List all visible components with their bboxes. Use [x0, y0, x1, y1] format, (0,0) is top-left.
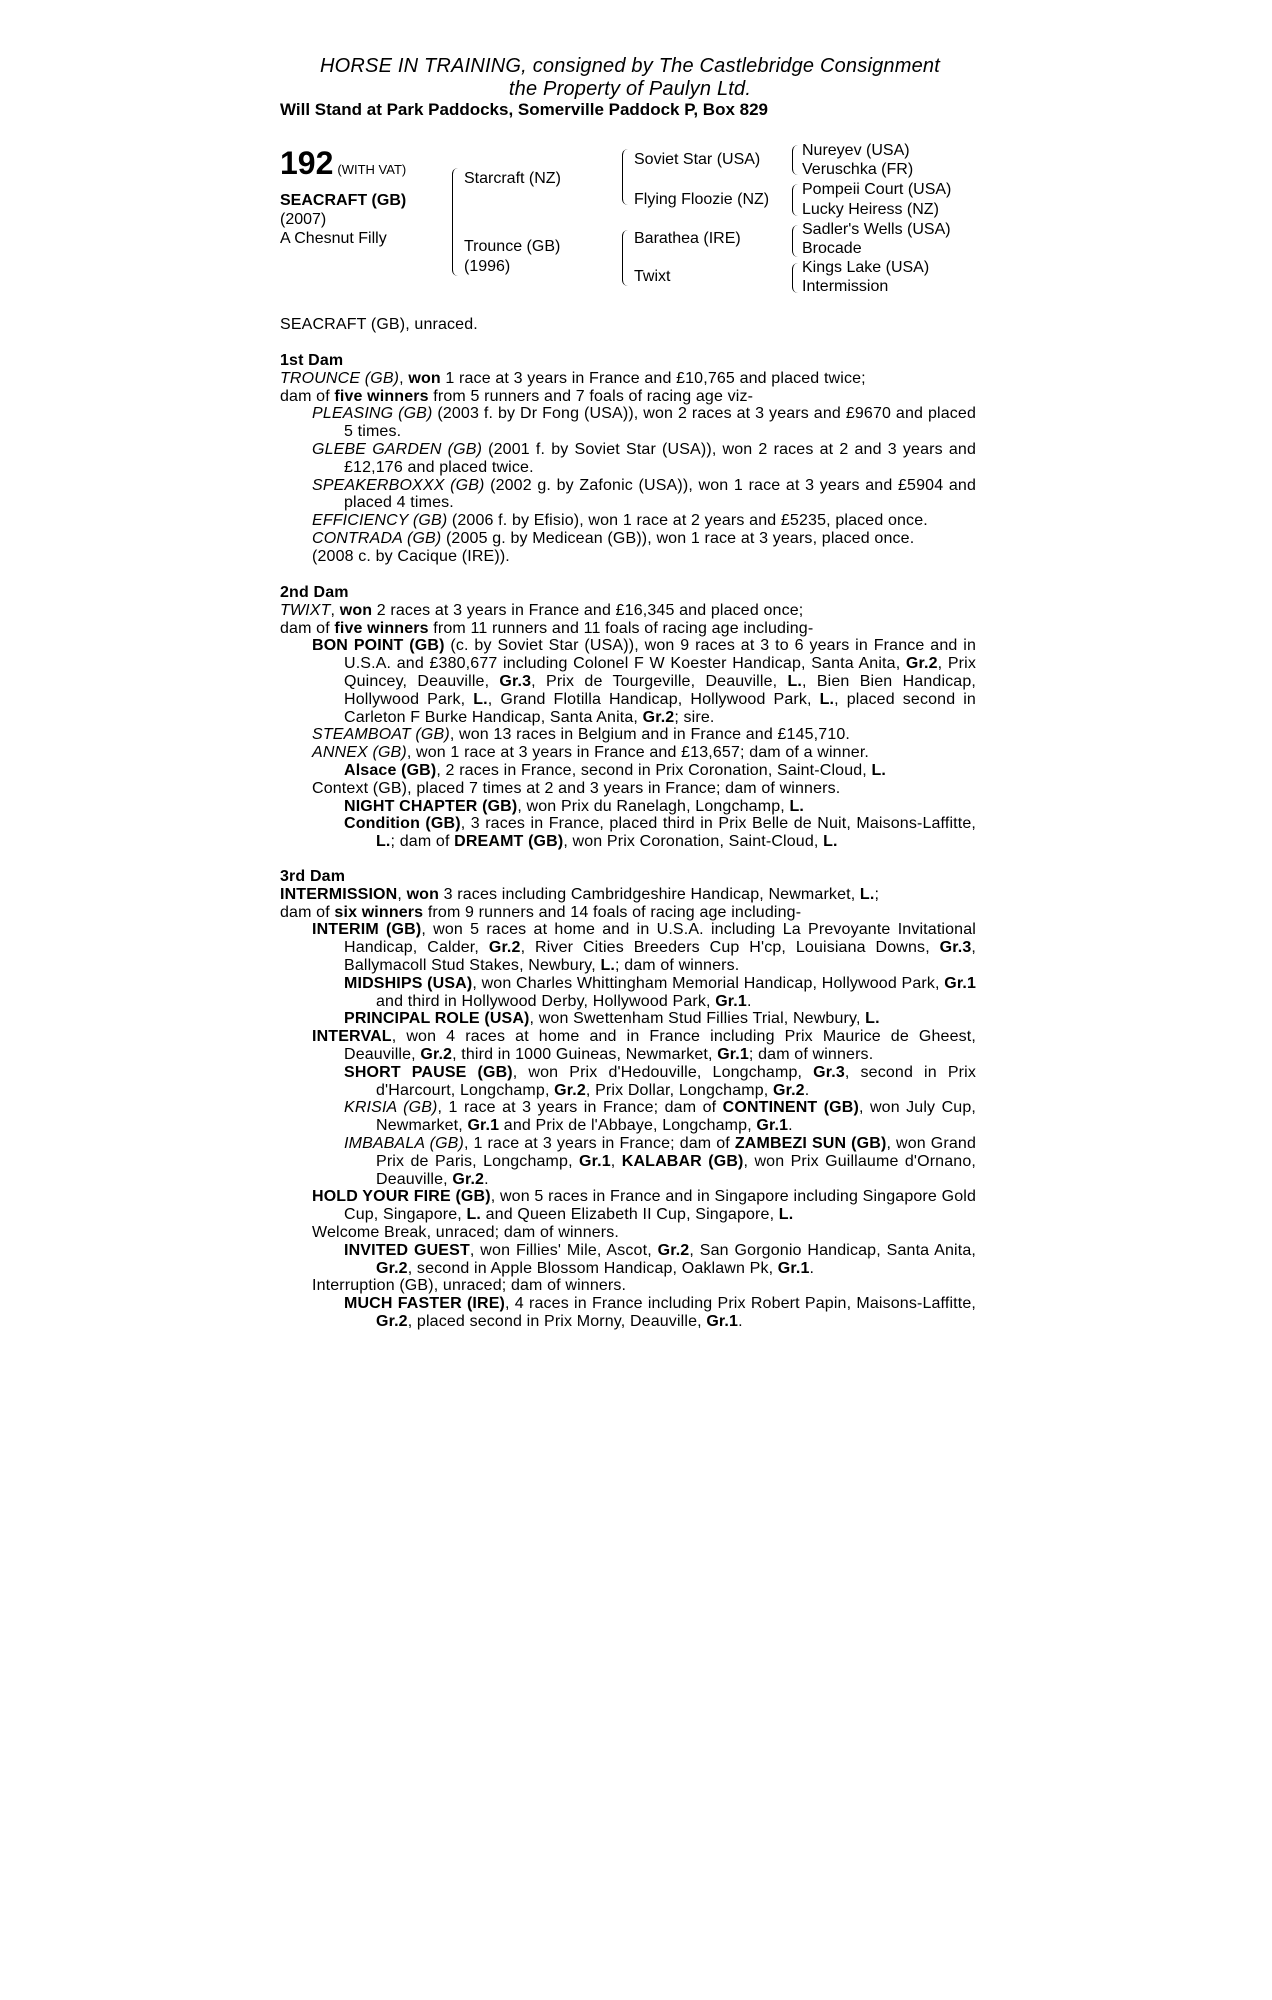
pedigree-brace	[792, 184, 799, 216]
first-dam-produce: dam of five winners from 5 runners and 7 foals of racing age viz-	[280, 387, 754, 405]
horse-description: A Chesnut Filly	[280, 230, 387, 247]
second-dam-produce: dam of five winners from 11 runners and 11 foals of racing age including-	[280, 619, 814, 637]
produce-entry: MUCH FASTER (IRE), 4 races in France including Prix Robert Papin, Maisons-Laffitte, Gr.2, placed second in Prix Morny, Deauville, Gr.1.	[344, 1295, 976, 1330]
dam-year: (1996)	[464, 258, 511, 275]
pedigree-brace	[792, 145, 799, 175]
first-dam-section	[280, 352, 976, 566]
produce-entry: Condition (GB), 3 races in France, placed third in Prix Belle de Nuit, Maisons-Laffitte, L.; dam of DREAMT (GB), won Prix Coronation, Saint-Cloud, L.	[344, 815, 976, 851]
lot-number: 192	[280, 145, 334, 181]
sire-sire-name: Soviet Star (USA)	[634, 151, 761, 168]
intro-line	[280, 316, 976, 334]
pedigree-g8: Intermission	[802, 278, 889, 295]
pedigree-g6: Brocade	[802, 240, 862, 257]
produce-entry: HOLD YOUR FIRE (GB), won 5 races in France and in Singapore including Singapore Gold Cup, Singapore, L. and Queen Elizabeth II Cup, Singapore, L.	[312, 1188, 976, 1224]
produce-entry: PRINCIPAL ROLE (USA), won Swettenham Stud Fillies Trial, Newbury, L.	[344, 1010, 880, 1028]
second-dam-section	[280, 584, 976, 851]
produce-entry: CONTRADA (GB) (2005 g. by Medicean (GB)), won 1 race at 3 years, placed once.	[312, 529, 915, 547]
pedigree-g5: Sadler's Wells (USA)	[802, 221, 951, 238]
first-dam-record: TROUNCE (GB), won 1 race at 3 years in France and £10,765 and placed twice;	[280, 369, 866, 387]
third-dam-section	[280, 868, 976, 1331]
pedigree-g7: Kings Lake (USA)	[802, 259, 930, 276]
third-dam-record: INTERMISSION, won 3 races including Cambridgeshire Handicap, Newmarket, L.;	[280, 885, 880, 903]
produce-entry: Welcome Break, unraced; dam of winners.	[312, 1223, 620, 1241]
location-line: Will Stand at Park Paddocks, Somerville Paddock P, Box 829	[280, 100, 769, 119]
produce-entry: STEAMBOAT (GB), won 13 races in Belgium and in France and £145,710.	[312, 726, 851, 744]
produce-entry: Context (GB), placed 7 times at 2 and 3 years in France; dam of winners.	[312, 779, 841, 797]
produce-entry: IMBABALA (GB), 1 race at 3 years in France; dam of ZAMBEZI SUN (GB), won Grand Prix de Paris, Longchamp, Gr.1, KALABAR (GB), won Prix Guillaume d'Ornano, Deauville, Gr.2.	[344, 1134, 976, 1188]
pedigree-brace	[452, 168, 459, 276]
first-dam-heading: 1st Dam	[280, 352, 344, 369]
horse-year: (2007)	[280, 211, 327, 228]
lot-number-block	[280, 145, 406, 182]
property-line: the Property of Paulyn Ltd.	[508, 78, 752, 100]
produce-entry: Interruption (GB), unraced; dam of winners.	[312, 1277, 627, 1295]
consignor-header	[280, 55, 980, 101]
pedigree-brace	[792, 225, 799, 257]
produce-entry: SPEAKERBOXXX (GB) (2002 g. by Zafonic (USA)), won 1 race at 3 years and £5904 and placed 4 times.	[312, 476, 976, 512]
produce-entry: (2008 c. by Cacique (IRE)).	[312, 547, 510, 565]
pedigree-g4: Lucky Heiress (NZ)	[802, 201, 939, 218]
horse-name: SEACRAFT (GB)	[280, 192, 407, 209]
produce-entry: MIDSHIPS (USA), won Charles Whittingham Memorial Handicap, Hollywood Park, Gr.1 and third in Hollywood Derby, Hollywood Park, Gr.1.	[344, 974, 976, 1010]
produce-entry: NIGHT CHAPTER (GB), won Prix du Ranelagh, Longchamp, L.	[344, 797, 804, 815]
dam-name: Trounce (GB)	[464, 238, 561, 255]
produce-entry: SHORT PAUSE (GB), won Prix d'Hedouville, Longchamp, Gr.3, second in Prix d'Harcourt, Longchamp, Gr.2, Prix Dollar, Longchamp, Gr.2.	[344, 1063, 976, 1099]
produce-entry: INTERVAL, won 4 races at home and in France including Prix Maurice de Gheest, Deauville, Gr.2, third in 1000 Guineas, Newmarket, Gr.1; dam of winners.	[312, 1028, 976, 1063]
unraced-note: SEACRAFT (GB), unraced.	[280, 316, 478, 333]
horse-info	[280, 191, 406, 248]
pedigree-g3: Pompeii Court (USA)	[802, 181, 952, 198]
third-dam-heading: 3rd Dam	[280, 868, 346, 885]
produce-entry: GLEBE GARDEN (GB) (2001 f. by Soviet Star (USA)), won 2 races at 2 and 3 years and £12,176 and placed twice.	[312, 440, 976, 476]
pedigree-brace	[622, 149, 629, 205]
third-dam-produce: dam of six winners from 9 runners and 14 foals of racing age including-	[280, 903, 802, 921]
pedigree-g1: Nureyev (USA)	[802, 142, 910, 159]
produce-entry: EFFICIENCY (GB) (2006 f. by Efisio), won 1 race at 2 years and £5235, placed once.	[312, 512, 928, 530]
second-dam-heading: 2nd Dam	[280, 584, 349, 601]
second-dam-record: TWIXT, won 2 races at 3 years in France and £16,345 and placed once;	[280, 601, 804, 619]
produce-entry: INVITED GUEST, won Fillies' Mile, Ascot, Gr.2, San Gorgonio Handicap, Santa Anita, Gr.2, second in Apple Blossom Handicap, Oaklawn Pk, Gr.1.	[344, 1241, 976, 1277]
produce-entry: BON POINT (GB) (c. by Soviet Star (USA)), won 9 races at 3 to 6 years in France and in U.S.A. and £380,677 including Colonel F W Koester Handicap, Santa Anita, Gr.2, Prix Quincey, Deauville, Gr.3, Prix de Tourgeville, Deauville, L., Bien Bien Handicap, Hollywood Park, L., Grand Flotilla Handicap, Hollywood Park, L., placed second in Carleton F Burke Handicap, Santa Anita, Gr.2; sire.	[312, 637, 977, 726]
produce-entry: INTERIM (GB), won 5 races at home and in U.S.A. including La Prevoyante Invitational Handicap, Calder, Gr.2, River Cities Breeders Cup H'cp, Louisiana Downs, Gr.3, Ballymacoll Stud Stakes, Newbury, L.; dam of winners.	[312, 921, 976, 974]
produce-entry: Alsace (GB), 2 races in France, second in Prix Coronation, Saint-Cloud, L.	[344, 761, 887, 779]
pedigree-brace	[792, 263, 799, 293]
pedigree-brace	[622, 230, 629, 286]
vat-note: (WITH VAT)	[337, 162, 407, 177]
consignor-line: HORSE IN TRAINING, consigned by The Castlebridge Consignment	[319, 55, 941, 77]
sire-dam-name: Flying Floozie (NZ)	[634, 191, 770, 208]
produce-entry: KRISIA (GB), 1 race at 3 years in France; dam of CONTINENT (GB), won July Cup, Newmarket, Gr.1 and Prix de l'Abbaye, Longchamp, Gr.1.	[344, 1099, 976, 1135]
dam-dam-name: Twixt	[634, 268, 671, 285]
dam-sire-name: Barathea (IRE)	[634, 230, 741, 247]
produce-entry: PLEASING (GB) (2003 f. by Dr Fong (USA)), won 2 races at 3 years and £9670 and placed 5 times.	[312, 405, 976, 441]
produce-entry: ANNEX (GB), won 1 race at 3 years in France and £13,657; dam of a winner.	[312, 744, 870, 762]
sire-name: Starcraft (NZ)	[464, 170, 561, 187]
pedigree-g2: Veruschka (FR)	[802, 161, 914, 178]
